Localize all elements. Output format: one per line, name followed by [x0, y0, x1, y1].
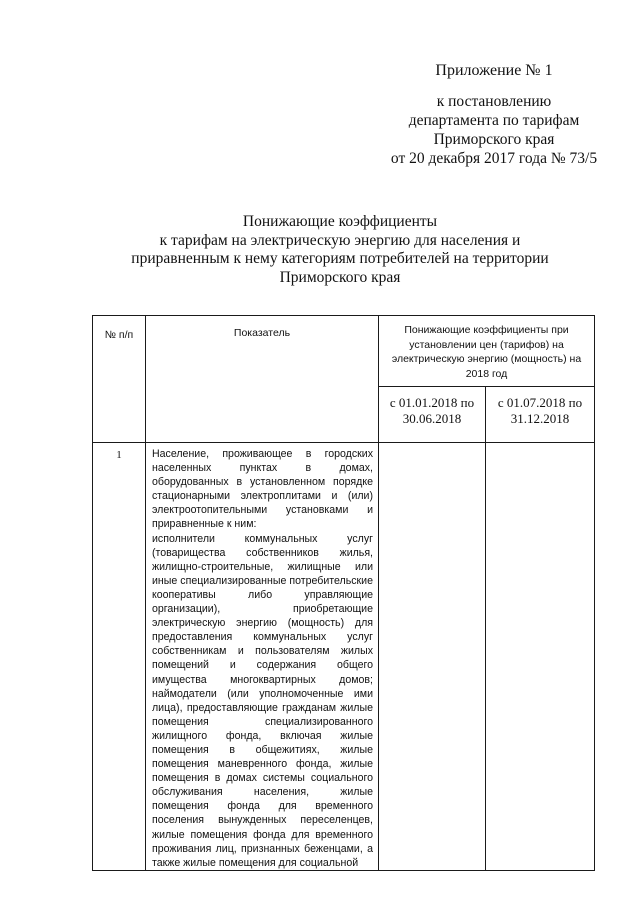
indicator-text-line: помещения специализированного: [152, 715, 373, 728]
annex-line: Приморского края: [433, 131, 555, 148]
header-number: № п/п: [93, 316, 146, 443]
indicator-text-line: исполнители коммунальных услуг: [152, 532, 373, 545]
indicator-text-line: приравненные к ним:: [152, 518, 257, 531]
indicator-text-line: имущества многоквартирных домов;: [152, 673, 373, 686]
indicator-text-line: иные специализированные потребительские: [152, 574, 373, 587]
indicator-text-line: помещения в общежитиях, жилые: [152, 743, 373, 756]
indicator-text-line: наймодатели (или уполномоченные ими: [152, 687, 373, 700]
annex-reference: [380, 92, 608, 168]
row-period-1-value: [379, 443, 486, 871]
indicator-text-line: помещения фонда для временного: [152, 800, 373, 813]
annex-line: от 20 декабря 2017 года № 73/5: [390, 150, 598, 167]
indicator-text-line: собственникам и пользователям жилых: [152, 645, 373, 658]
annex-line: к постановлению: [436, 93, 552, 110]
indicator-text-line: жилищного фонда, включая жилые: [152, 729, 373, 742]
indicator-text-line: помещения в домах системы социального: [152, 772, 373, 785]
indicator-text-line: электрическую энергию (мощность) для: [152, 617, 373, 630]
header-period-2: с 01.07.2018 по 31.12.2018: [486, 387, 595, 443]
indicator-text-line: поселения вынужденных переселенцев,: [152, 814, 373, 827]
header-indicator: Показатель: [146, 316, 379, 443]
table-row: [93, 443, 595, 871]
coefficients-table: [92, 315, 595, 871]
indicator-text-line: стационарными электроплитами и (или): [152, 490, 373, 503]
indicator-text-line: предоставления коммунальных услуг: [152, 631, 373, 644]
indicator-text-line: помещений и содержания общего: [152, 659, 373, 672]
indicator-text-line: лица), предоставляющие гражданам жилые: [152, 701, 373, 714]
indicator-text-line: жилищно-строительные, жилищные или: [152, 560, 373, 573]
table-header-row: [93, 316, 595, 387]
document-title-line: приравненным к нему категориям потребителей на территории: [131, 250, 549, 267]
indicator-text-line: помещения маневренного фонда, жилые: [152, 758, 373, 771]
document-title-line: Понижающие коэффициенты: [242, 213, 438, 230]
row-indicator-text: [146, 443, 379, 871]
indicator-text-line: обслуживания населения, жилые: [152, 786, 373, 799]
indicator-text-line: (товарищества собственников жилья,: [152, 546, 373, 559]
document-title: [120, 213, 560, 287]
indicator-text-line: электроотопительными установками и: [152, 504, 373, 517]
annex-line: департамента по тарифам: [408, 112, 580, 129]
indicator-text-line: жилые помещения фонда для временного: [152, 828, 373, 841]
indicator-text-line: кооперативы либо управляющие: [152, 588, 373, 601]
indicator-text-line: оборудованных в установленном порядке: [152, 476, 373, 489]
row-period-2-value: [486, 443, 595, 871]
indicator-text-line: Население, проживающее в городских: [152, 448, 373, 460]
annex-title: Приложение № 1: [435, 62, 553, 79]
header-period-1: с 01.01.2018 по 30.06.2018: [379, 387, 486, 443]
indicator-text-line: населенных пунктах в домах,: [152, 462, 373, 475]
document-title-line: Приморского края: [279, 268, 401, 286]
indicator-text-line: организации), приобретающие: [152, 603, 373, 616]
indicator-text-line: проживания лиц, признанных беженцами, а: [152, 842, 373, 855]
document-title-line: к тарифам на электрическую энергию для населения и: [159, 231, 521, 249]
indicator-text-line: также жилые помещения для социальной: [152, 856, 359, 869]
header-coefficients: Понижающие коэффициенты при установлении цен (тарифов) на электрическую энергию (мощность) на 2018 год: [379, 316, 595, 387]
row-number: 1: [93, 443, 146, 871]
